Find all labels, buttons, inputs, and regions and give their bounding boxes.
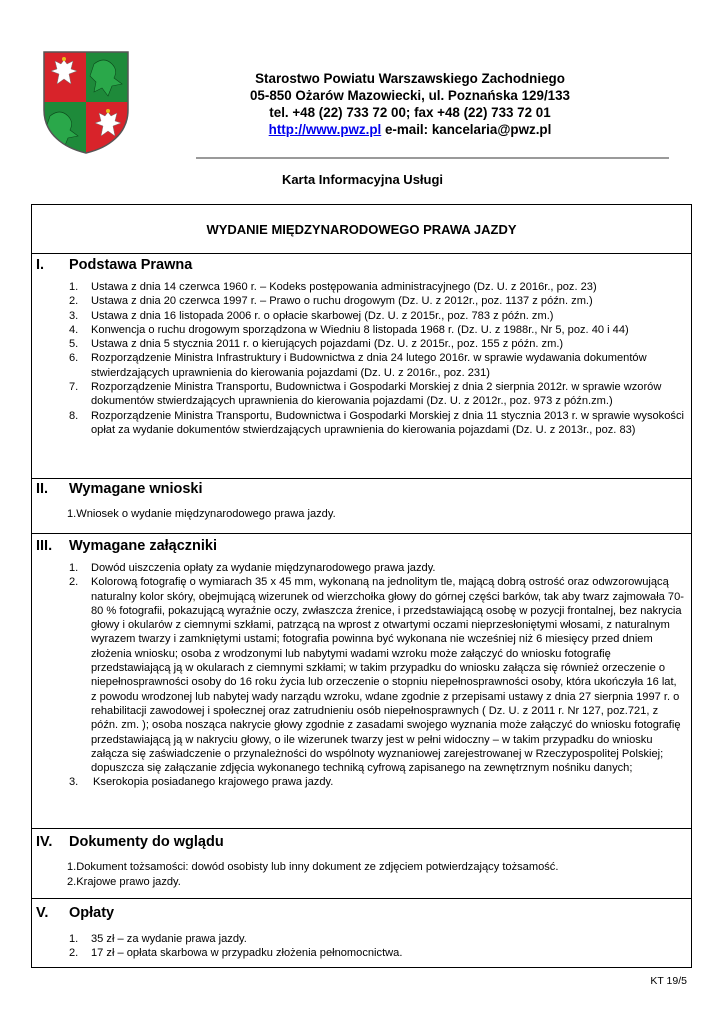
list-item: 1. Ustawa z dnia 14 czerwca 1960 r. – Kodeks postępowania administracyjnego (Dz. U. z 2016r., poz. 23) (69, 281, 597, 293)
service-title: WYDANIE MIĘDZYNARODOWEGO PRAWA JAZDY (206, 222, 517, 237)
list-item: 5. Ustawa z dnia 5 stycznia 2011 r. o kierujących pojazdami (Dz. U. z 2015r., poz. 155 z późn. zm.) (69, 338, 564, 351)
divider (31, 898, 692, 899)
list-item: 2. Kolorową fotografię o wymiarach 35 x 45 mm, wykonaną na jednolitym tle, mającą dobrą ostrość oraz odwzorowującą naturalny kolor skóry, obejmującą wizerunek od wierzchołka głowy do górnej części barków, tak aby twarz zajmowała 70-80 % fotografii, pokazującą wyraźnie oczy, zwłaszcza źrenice, i przedstawiającą osobę w pozycji frontalnej, bez nakrycia głowy i okularów z ciemnymi szkłami, patrzącą na wprost z otwartymi oczami nieprzesłoniętymi włosami, z naturalnym wyrazem twarzy i zamkniętymi ustami; fotografia powinna być wykonana nie wcześniej niż 6 miesięcy przed dniem złożenia wniosku; osoba z wrodzonymi lub nabytymi wadami wzroku może załączyć do wniosku fotografię przedstawiającą ją w okularach z ciemnymi szkłami; w takim przypadku do wniosku załącza się również orzeczenie o niepełnosprawności osoby do 16 roku życia lub orzeczenie o stopniu niepełnosprawności osoby, która ukończyła 16 lat, z powodu wrodzonej lub nabytej wady narządu wzroku, wdane zgodnie z przepisami ustawy z dnia 27 sierpnia 1997 r. o rehabilitacji zawodowej i społecznej oraz zatrudnieniu osób niepełnosprawnych ( Dz. U. z 2011 r. Nr 127, poz.721, z późn. zm. ); osoba nosząca nakrycie głowy zgodnie z zasadami swojego wyznania może załączyć do wniosku fotografię przedstawiającą ją w nakryciu głowy, o ile wizerunek twarzy jest w pełni widoczny – w takim przypadku do wniosku załącza się zaświadczenie o przynależności do wspólnoty wyznaniowej zarejestrowanej w Rzeczypospolitej Polskiej; dopuszcza się załączanie zdjęcia wykonanego techniką cyfrową zapisanego na zewnętrznym nośniku danych; (69, 576, 684, 775)
list-item: 6. Rozporządzenie Ministra Infrastruktury i Budownictwa z dnia 24 lutego 2016r. w sprawie wydawania dokumentów stwierdzających uprawnienia do kierowania pojazdami (Dz. U. z 2016r., poz. 231) (69, 352, 647, 379)
list-item: 1. Dowód uiszczenia opłaty za wydanie międzynarodowego prawa jazdy. (69, 562, 436, 574)
attachments-list (69, 561, 684, 790)
list-item: 2. Ustawa z dnia 20 czerwca 1997 r. – Prawo o ruchu drogowym (Dz. U. z 2012r., poz. 1137 z późn. zm.) (69, 295, 593, 308)
institution-contact (200, 121, 620, 138)
document-line: 1.Dokument tożsamości: dowód osobisty lub inny dokument ze zdjęciem potwierdzający tożsamość. (67, 861, 559, 873)
section-title-attachments: Wymagane załączniki (69, 538, 218, 554)
list-item: 8. Rozporządzenie Ministra Transportu, Budownictwa i Gospodarki Morskiej z dnia 11 stycznia 2013 r. w sprawie wysokości opłat za wydanie dokumentów stwierdzających uprawnienia do kierowania pojazdami (Dz. U. z 2013r., poz. 83) (69, 409, 684, 436)
section-number: V. (36, 905, 49, 921)
list-item: 3. Kserokopia posiadanego krajowego prawa jazdy. (69, 776, 334, 789)
institution-header (200, 70, 620, 138)
section-title-documents-to-view: Dokumenty do wglądu (69, 834, 224, 850)
list-item: 4. Konwencja o ruchu drogowym sporządzona w Wiedniu 8 listopada 1968 r. (Dz. U. z 1988r., Nr 5, poz. 40 i 44) (69, 323, 629, 336)
document-line: 2.Krajowe prawo jazdy. (67, 876, 181, 888)
section-title-legal-basis: Podstawa Prawna (69, 257, 193, 273)
divider (31, 478, 692, 479)
list-item: 1. 35 zł – za wydanie prawa jazdy. (69, 933, 247, 945)
divider (31, 828, 692, 829)
list-item: 7. Rozporządzenie Ministra Transportu, Budownictwa i Gospodarki Morskiej z dnia 2 sierpnia 2012r. w sprawie wzorów dokumentów stwierdzających uprawnienia do kierowania pojazdami (Dz. U. z 2012r., poz. 973 z późn.zm.) (69, 381, 662, 408)
institution-phone: tel. +48 (22) 733 72 00; fax +48 (22) 733 72 01 (269, 105, 551, 120)
coat-of-arms-logo (42, 50, 130, 154)
website-link[interactable]: http://www.pwz.pl (268, 122, 382, 137)
section-title-fees: Opłaty (69, 905, 115, 921)
divider (31, 533, 692, 534)
section-title-required-applications: Wymagane wnioski (69, 481, 203, 497)
list-item: 2. 17 zł – opłata skarbowa w przypadku złożenia pełnomocnictwa. (69, 947, 403, 960)
institution-name: Starostwo Powiatu Warszawskiego Zachodniego (255, 71, 565, 86)
section-number: II. (36, 481, 49, 497)
section-number: I. (36, 257, 45, 273)
list-item: 3. Ustawa z dnia 16 listopada 2006 r. o opłacie skarbowej (Dz. U. z 2015r., poz. 783 z późn. zm.) (69, 309, 554, 322)
email-text: e-mail: kancelaria@pwz.pl (381, 122, 552, 137)
required-application-text: 1.Wniosek o wydanie międzynarodowego prawa jazdy. (67, 508, 336, 520)
card-title: Karta Informacyjna Usługi (281, 172, 444, 187)
institution-address: 05-850 Ożarów Mazowiecki, ul. Poznańska 129/133 (249, 88, 571, 103)
section-number: IV. (36, 834, 53, 850)
header-divider (196, 157, 669, 159)
divider (31, 253, 692, 254)
fees-list (69, 932, 684, 961)
document-code: KT 19/5 (650, 975, 687, 987)
legal-basis-list (69, 280, 684, 437)
section-number: III. (36, 538, 53, 554)
